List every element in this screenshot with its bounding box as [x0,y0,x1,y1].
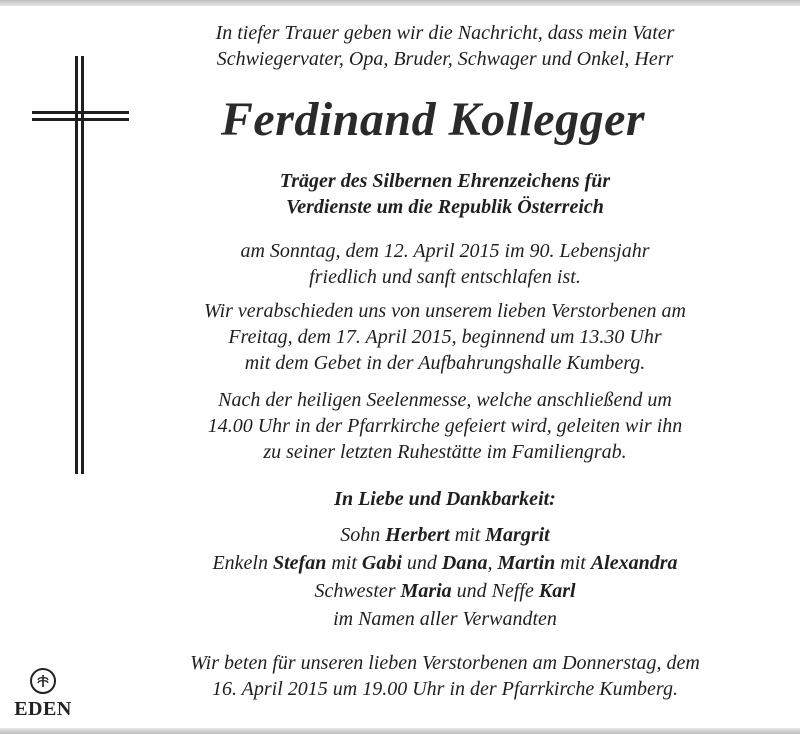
farewell-text: Wir verabschieden uns von unserem lieben Verstorbenen am Freitag, dem 17. April 2015, beginnend um 13.30 Uhr mit dem Gebet in der Aufbahrungshalle Kumberg. [204,300,686,374]
deceased-name: Ferdinand Kollegger [220,93,646,146]
prayer-text: Wir beten für unseren lieben Verstorbenen am Donnerstag, dem 16. April 2015 um 19.00 Uhr in der Pfarrkirche Kumberg. [190,652,700,700]
death-text: am Sonntag, dem 12. April 2015 im 90. Lebensjahr friedlich und sanft entschlafen ist. [240,240,650,288]
mourner-siblings: Schwester Maria und Neffe Karl [314,580,576,602]
mass-text: Nach der heiligen Seelenmesse, welche anschließend um 14.00 Uhr in der Pfarrkirche gefeiert wird, geleiten wir ihn zu seiner letzten Ruhestätte im Familiengrab. [207,389,683,463]
tree-of-life-icon [30,668,56,694]
bottom-border [0,728,800,734]
honor-text: Träger des Silbernen Ehrenzeichens für Verdienste um die Republik Österreich [279,170,611,218]
mourners-list [150,521,740,633]
mourner-relatives: im Namen aller Verwandten [333,608,557,630]
mourner-son: Sohn Herbert mit Margrit [340,524,550,546]
logo-text: EDEN [14,698,72,720]
mourner-grandchildren: Enkeln Stefan mit Gabi und Dana, Martin mit Alexandra [212,552,678,574]
top-border [0,0,800,6]
cross-icon [32,56,132,476]
eden-logo [10,668,74,724]
intro-text: In tiefer Trauer geben wir die Nachricht, dass mein Vater Schwiegervater, Opa, Bruder, Schwager und Onkel, Herr [215,22,675,70]
mourners-heading: In Liebe und Dankbarkeit: [334,488,556,510]
